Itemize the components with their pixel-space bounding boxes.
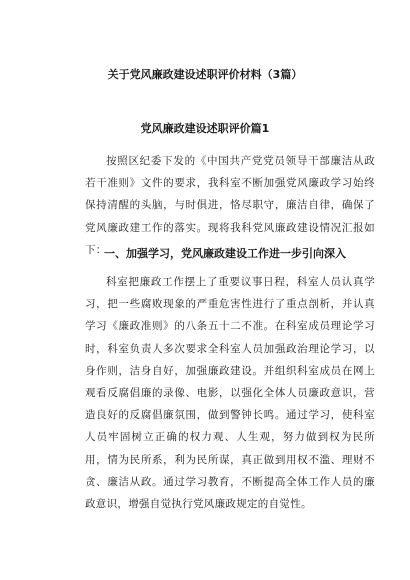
body-paragraph: 科室把廉政工作摆上了重要议事日程，科室人员认真学习，把一些腐败现象的严重危害性进行了重点剖析，并认真学习《廉政准则》的八条五十二不准。在科室成员理论学习时，科室负责人多次要求全科室人员加强政治理论学习，以身作则，洁身自好，加强廉政建设。并组织科室成员在网上观看反腐倡廉的录像、电影，以强化全体人员廉政意识，营造良好的反腐倡廉氛围，做到警钟长鸣。通过学习，使科室人员牢固树立正确的权力观、人生观，努力做到权为民所用，情为民所系，利为民所谋，真正做到用权不滥、理财不贪、廉洁从政。通过学习教育，不断提高全体工作人员的廉政意识，增强自觉执行党风廉政规定的自觉性。 [85,276,375,511]
intro-paragraph: 按照区纪委下发的《中国共产党党员领导干部廉洁从政若干准则》文件的要求，我科室不断加强党风廉政学习始终保持清醒的头脑，与时俱进，恪尽职守，廉洁自律，确保了党风廉政建工作的落实。现将我科党风廉政建设情况汇报如下： [85,155,375,256]
section-title: 党风廉政建设述职评价篇1 [140,122,270,135]
document-title: 关于党风廉政建设述职评价材料（3篇） [107,68,303,81]
subheading-1: 一、加强学习，党风廉政建设工作进一步引向深入 [104,247,346,260]
